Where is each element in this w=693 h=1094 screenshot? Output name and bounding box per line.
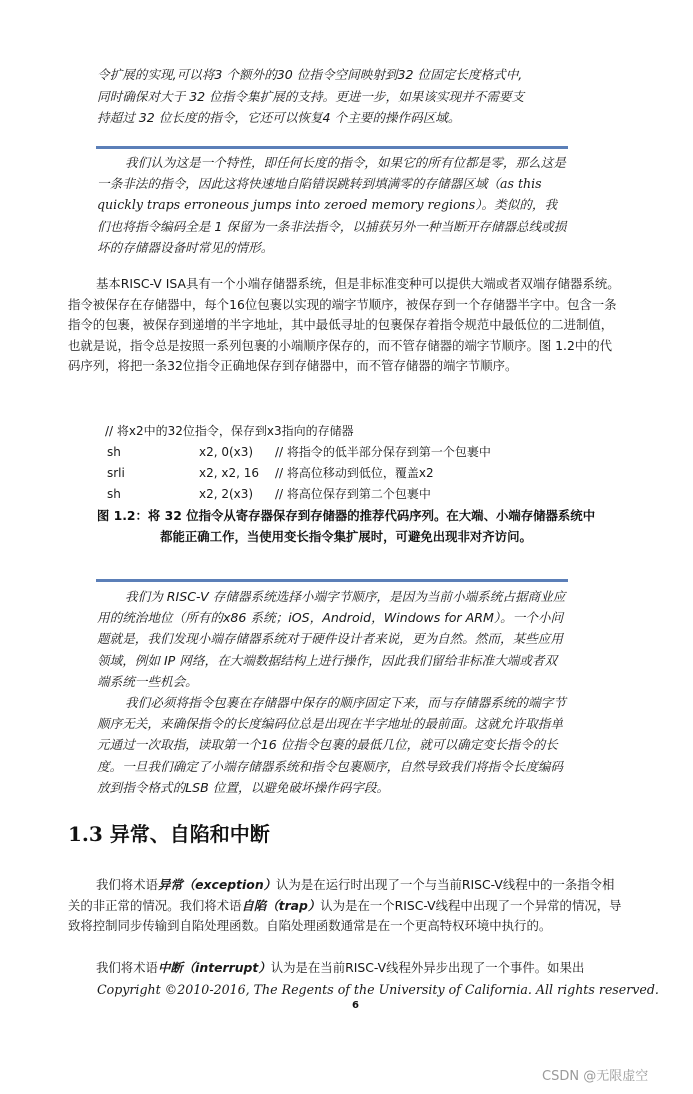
figure-caption: [68, 505, 624, 547]
section-title: 异常、自陷和中断: [109, 822, 270, 846]
text: 认为是在运行时出现了一个与当前RISC-V线程中的一条指令相关的非正常的情况。我们将术语: [68, 877, 615, 913]
intro-line: 令扩展的实现,可以将3 个额外的30 位指令空间映射到32 位固定长度格式中,: [97, 67, 523, 82]
code-line: [107, 463, 567, 484]
term-interrupt-en: （interrupt）: [182, 960, 271, 975]
intro-line: 同时确保对大于 32 位指令集扩展的支持。更进一步，如果该实现并不需要支: [97, 88, 525, 104]
code-args: x2, 2(x3): [199, 487, 254, 501]
code-line-comment: // 将高位保存到第二个包裹中: [275, 487, 431, 501]
section-heading: [68, 818, 270, 847]
code-line-comment: // 将指令的低半部分保存到第一个包裹中: [275, 445, 491, 459]
note-text-c: ）。类似的，我们也将指令编码全是 1 保留为一条非法指令，以捕获另外一种当断开存储器总线或损坏的存储器设备时常见的情形。: [97, 197, 567, 255]
page-number: 6: [352, 1000, 359, 1011]
intro-paragraph: [97, 64, 577, 129]
term-interrupt: 中断: [157, 960, 183, 975]
text: 我们将术语: [96, 960, 158, 975]
note-divider: [96, 146, 568, 149]
code-comment: // 将x2中的32位指令，保存到x3指向的存储器: [105, 424, 354, 438]
note-illegal-instruction: [97, 152, 569, 258]
caption-line: 图 1.2：将 32 位指令从寄存器保存到存储器的推荐代码序列。在大端、小端存储器系统中: [96, 508, 596, 523]
term-exception-en: （exception）: [182, 877, 277, 892]
code-args: x2, 0(x3): [199, 445, 254, 459]
copyright-footer: Copyright ©2010-2016, The Regents of the University of California. All rights reserved.: [97, 982, 659, 997]
text: 认为是在当前RISC-V线程外异步出现了一个事件。如果出: [270, 960, 585, 975]
watermark: CSDN @无限虚空: [542, 1069, 649, 1084]
note-divider: [96, 579, 568, 582]
code-listing: [107, 421, 567, 505]
exception-paragraph: [68, 875, 624, 937]
note-little-endian: 我们为 RISC-V 存储器系统选择小端字节顺序，是因为当前小端系统占据商业应用的统治地位（所有的x86 系统；iOS，Android，Windows for ARM）。一个小问题就是，我们发现小端存储器系统对于硬件设计者来说，更为自然。然而，某些应用领域，例如 IP 网络，在大端数据结构上进行操作，因此我们留给非标准大端或者双端系统一些机会。: [97, 589, 566, 689]
term-trap-en: （trap）: [266, 897, 321, 913]
text: 认为是在一个RISC-V线程中出现了一个异常的情况，导致将控制同步传输到自陷处理函数。自陷处理函数通常是在一个更高特权环境中执行的。: [68, 897, 622, 934]
caption-line: 都能正确工作，当使用变长指令集扩展时，可避免出现非对齐访问。: [160, 529, 532, 544]
term-trap: 自陷: [241, 897, 267, 913]
note-text-english: as this quickly traps erroneous jumps into zeroed memory regions: [97, 176, 542, 213]
code-op: sh: [107, 445, 121, 459]
section-number: 1.3: [68, 822, 103, 846]
note-text-a: 我们认为这是一个特性，即任何长度的指令，如果它的所有位都是零，那么这是一条非法的指令，因此这将快速地自陷错误跳转到填满零的存储器区域（: [97, 155, 566, 192]
term-exception: 异常: [157, 877, 183, 892]
code-op: srli: [107, 466, 125, 480]
text: 我们将术语: [96, 877, 158, 892]
note-parcel-order: 我们必须将指令包裹在存储器中保存的顺序固定下来，而与存储器系统的端字节顺序无关，来确保指令的长度编码位总是出现在半字地址的最前面。这就允许取指单元通过一次取指，读取第一个16 位指令包裹的最低几位，就可以确定变长指令的长度。一旦我们确定了小端存储器系统和指令包裹顺序，自然导致我们将指令长度编码放到指令格式的LSB 位置，以避免破坏操作码字段。: [97, 695, 566, 795]
code-line: [107, 442, 567, 463]
code-line: [107, 484, 567, 505]
code-line-comment: // 将高位移动到低位，覆盖x2: [275, 466, 434, 480]
endianness-paragraph: 基本RISC-V ISA具有一个小端存储器系统，但是非标准变种可以提供大端或者双端存储器系统。指令被保存在存储器中，每个16位包裹以实现的端字节顺序，被保存到一个存储器半字中。包含一条指令的包裹，被保存到递增的半字地址，其中最低寻址的包裹保存着指令规范中最低位的二进制值，也就是说，指令总是按照一系列包裹的小端顺序保存的，而不管存储器的端字节顺序。图 1.2中的代码序列，将把一条32位指令正确地保存到存储器中，而不管存储器的端字节顺序。: [68, 276, 620, 374]
interrupt-paragraph: [68, 958, 624, 979]
code-op: sh: [107, 487, 121, 501]
intro-line: 持超过 32 位长度的指令，它还可以恢复4 个主要的操作码区域。: [97, 110, 461, 125]
code-args: x2, x2, 16: [199, 466, 259, 480]
